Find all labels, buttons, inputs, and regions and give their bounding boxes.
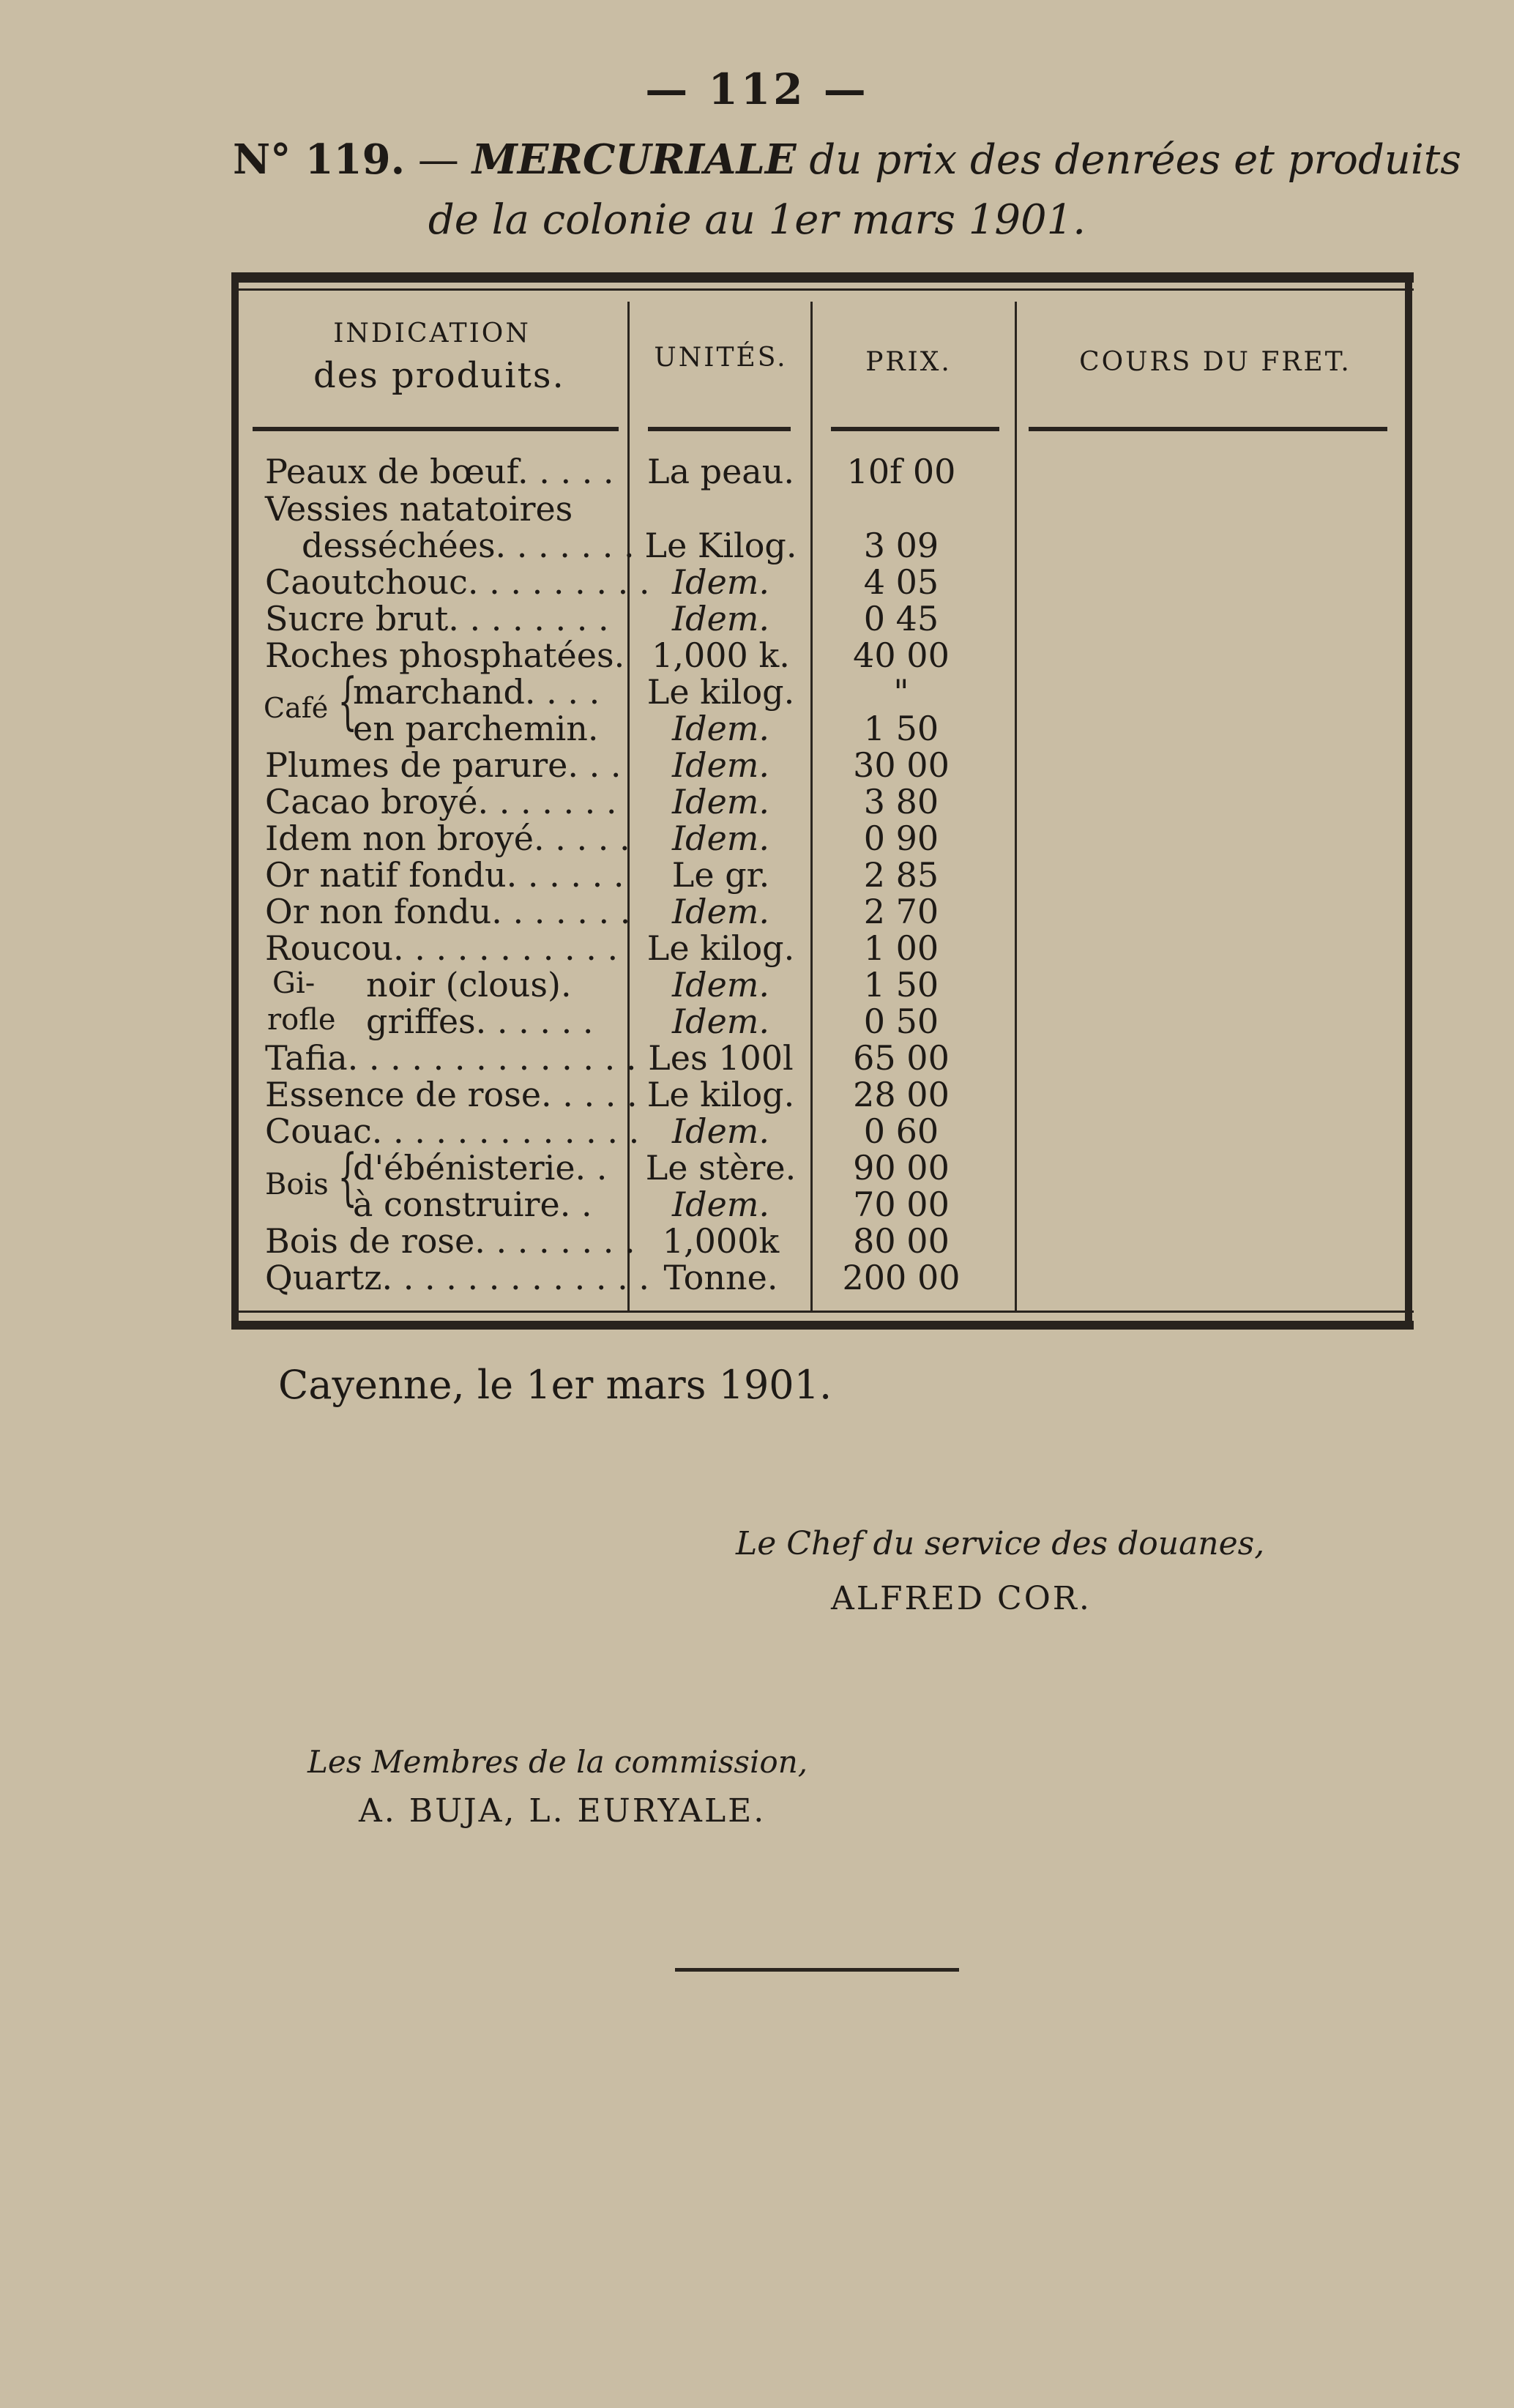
product-unit: Idem. <box>671 599 770 638</box>
header-prix: PRIX. <box>865 347 952 377</box>
product-price: 0 60 <box>863 1111 939 1151</box>
product-unit: Le stère. <box>645 1148 797 1188</box>
table-bottom-rule <box>231 1321 1414 1330</box>
product-unit: Le gr. <box>671 855 770 895</box>
title-dash: — <box>417 136 459 184</box>
product-name: Or natif fondu. . . . . . <box>265 855 624 895</box>
table-row <box>0 452 1514 491</box>
product-unit: 1,000 k. <box>652 635 790 675</box>
product-price: 1 50 <box>863 709 939 748</box>
table-row <box>0 819 1514 858</box>
product-unit: Idem. <box>671 819 770 858</box>
product-name: desséchées. . . . . . . <box>302 526 635 565</box>
title-line2: de la colonie au 1er mars 1901. <box>428 196 1086 244</box>
product-unit: Le kilog. <box>646 928 795 968</box>
table-row <box>0 709 1514 748</box>
product-name: Roucou. . . . . . . . . . . <box>265 928 619 968</box>
brace-label-cafe: Café <box>264 692 329 724</box>
table-row <box>0 1185 1514 1224</box>
brace-label-girofle: rofle <box>267 1003 336 1037</box>
product-name: Caoutchouc. . . . . . . . . <box>265 562 650 602</box>
product-price: 3 80 <box>863 782 939 821</box>
product-unit: La peau. <box>647 452 794 491</box>
product-price: 2 70 <box>863 892 939 931</box>
product-unit: Le kilog. <box>646 672 795 712</box>
product-unit: Idem. <box>671 965 770 1004</box>
product-name: griffes. . . . . . <box>366 1002 594 1041</box>
product-unit: Idem. <box>671 1111 770 1151</box>
table-row <box>0 1075 1514 1114</box>
header-rule <box>648 427 791 431</box>
brace-label-bois: Bois <box>265 1168 329 1201</box>
product-unit: Le Kilog. <box>644 526 797 565</box>
title-word: MERCURIALE <box>471 135 797 184</box>
product-name: Tafia. . . . . . . . . . . . . . <box>265 1038 637 1078</box>
product-name: Peaux de bœuf. . . . . <box>265 452 614 491</box>
product-price: 2 85 <box>863 855 939 895</box>
table-row <box>0 672 1514 712</box>
header-unites: UNITÉS. <box>654 343 788 373</box>
product-price: 1 50 <box>863 965 939 1004</box>
product-price: 0 50 <box>863 1002 939 1041</box>
product-price: 40 00 <box>853 635 950 675</box>
product-price: 70 00 <box>853 1185 950 1224</box>
product-price: 80 00 <box>853 1221 950 1261</box>
table-row <box>0 1038 1514 1078</box>
table-row <box>0 745 1514 785</box>
product-name: Plumes de parure. . . <box>265 745 622 785</box>
product-unit: Les 100l <box>648 1038 794 1078</box>
table-row <box>0 928 1514 968</box>
table-row <box>0 1258 1514 1297</box>
product-name: noir (clous). <box>366 965 572 1004</box>
product-price: 90 00 <box>853 1148 950 1188</box>
title-number: N° 119. <box>233 135 406 184</box>
table-top-rule-thin <box>231 288 1414 291</box>
product-unit: Idem. <box>671 1185 770 1224</box>
header-rule <box>253 427 619 431</box>
product-name: en parchemin. <box>353 709 599 748</box>
product-unit: 1,000k <box>662 1221 780 1261</box>
product-unit: Idem. <box>671 892 770 931</box>
product-name: Bois de rose. . . . . . . . <box>265 1221 635 1261</box>
table-top-rule <box>231 272 1414 283</box>
product-name: marchand. . . . <box>353 672 600 712</box>
product-unit: Idem. <box>671 745 770 785</box>
table-row <box>0 526 1514 565</box>
product-name: Roches phosphatées. <box>265 635 625 675</box>
product-price: " <box>893 672 909 712</box>
brace-label-girofle: Gi- <box>272 966 316 1000</box>
document-title <box>233 135 1461 184</box>
product-name: Quartz. . . . . . . . . . . . . <box>265 1258 650 1297</box>
product-price: 10f 00 <box>846 452 956 491</box>
table-row <box>0 1111 1514 1151</box>
product-price: 0 90 <box>863 819 939 858</box>
product-unit: Idem. <box>671 709 770 748</box>
commission-names: A. BUJA, L. EURYALE. <box>359 1792 767 1830</box>
brace-glyph: { <box>338 665 358 737</box>
product-unit: Le kilog. <box>646 1075 795 1114</box>
table-row <box>0 965 1514 1004</box>
table-row <box>0 782 1514 821</box>
product-price: 0 45 <box>863 599 939 638</box>
table-row <box>0 599 1514 638</box>
header-rule <box>831 427 999 431</box>
product-unit: Idem. <box>671 1002 770 1041</box>
product-name: Sucre brut. . . . . . . . <box>265 599 609 638</box>
place-date: Cayenne, le 1er mars 1901. <box>278 1362 832 1408</box>
table-row <box>0 892 1514 931</box>
product-price: 200 00 <box>842 1258 961 1297</box>
header-rule <box>1029 427 1387 431</box>
table-bottom-rule-thin <box>231 1311 1414 1313</box>
product-price: 30 00 <box>853 745 950 785</box>
product-price: 3 09 <box>863 526 939 565</box>
closing-rule <box>675 1968 959 1972</box>
product-price: 1 00 <box>863 928 939 968</box>
product-unit: Idem. <box>671 562 770 602</box>
table-row <box>0 562 1514 602</box>
table-row <box>0 1221 1514 1261</box>
product-name: Couac. . . . . . . . . . . . . <box>265 1111 640 1151</box>
signature-name: ALFRED COR. <box>831 1580 1092 1617</box>
product-name: Or non fondu. . . . . . . <box>265 892 631 931</box>
product-price: 4 05 <box>863 562 939 602</box>
product-name: Vessies natatoires <box>265 489 573 529</box>
page-number: — 112 — <box>645 64 869 114</box>
product-price: 28 00 <box>853 1075 950 1114</box>
table-row <box>0 855 1514 895</box>
product-name: Idem non broyé. . . . . <box>265 819 630 858</box>
product-unit: Idem. <box>671 782 770 821</box>
signature-title: Le Chef du service des douanes, <box>736 1525 1265 1562</box>
product-name: à construire. . <box>353 1185 592 1224</box>
product-unit: Tonne. <box>663 1258 778 1297</box>
product-name: Essence de rose. . . . . <box>265 1075 638 1114</box>
product-name: Cacao broyé. . . . . . . <box>265 782 617 821</box>
title-rest: du prix des denrées et produits <box>809 136 1462 184</box>
brace-glyph: { <box>338 1141 358 1212</box>
header-indication: INDICATION <box>333 318 531 348</box>
product-name: d'ébénisterie. . <box>353 1148 608 1188</box>
product-price: 65 00 <box>853 1038 950 1078</box>
commission-title: Les Membres de la commission, <box>307 1744 808 1780</box>
header-fret: COURS DU FRET. <box>1079 347 1351 377</box>
table-row <box>0 635 1514 675</box>
table-row <box>0 1002 1514 1041</box>
table-row <box>0 489 1514 529</box>
header-indication-sub: des produits. <box>313 355 565 396</box>
